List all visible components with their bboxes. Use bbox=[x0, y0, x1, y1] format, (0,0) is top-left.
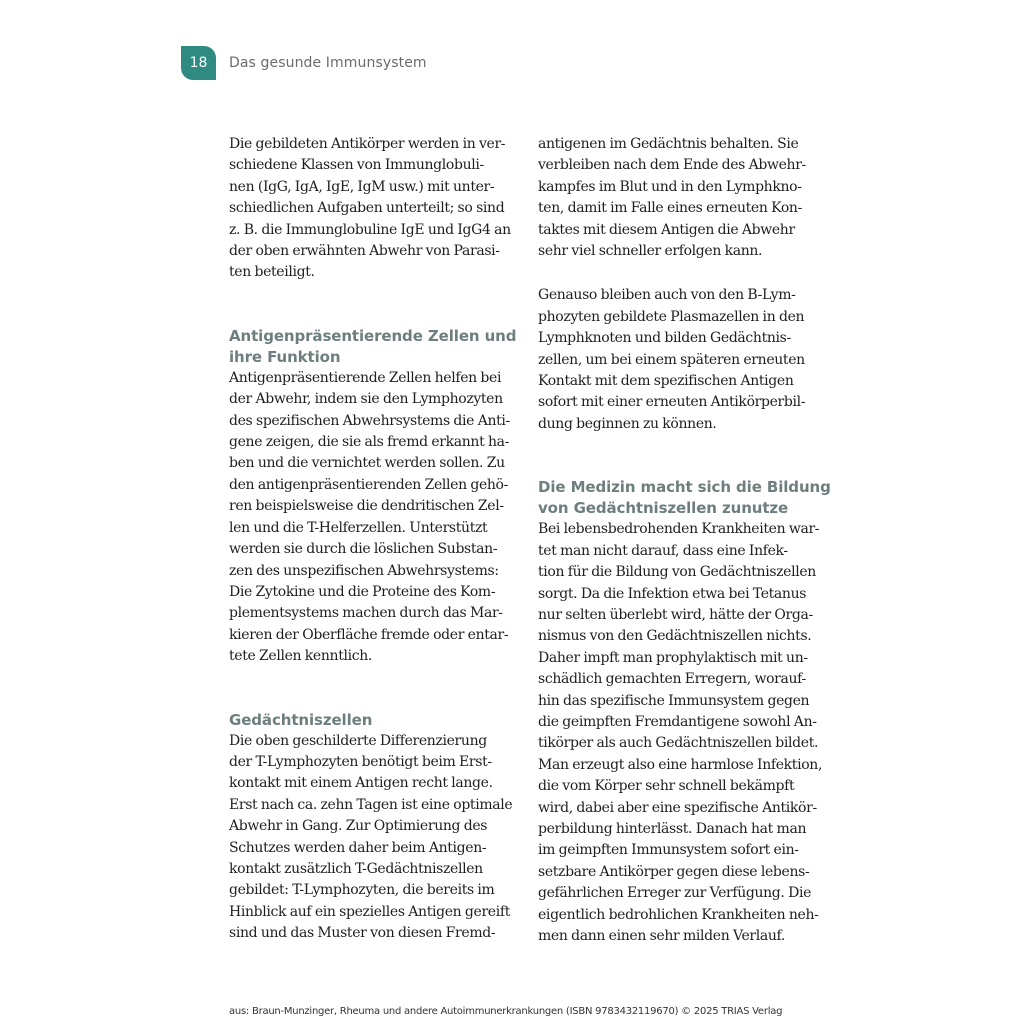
memory-cells-paragraph: Die oben geschilderte Differenzierung der T-Lymphozyten benötigt beim Erst- kontakt mit einem Antigen recht lange. Erst nach ca. zehn Tagen ist eine optimale Abwehr in Gang. Zur Optimierung des Schutzes werden daher beim Antigen- kontakt zusätzlich T-Gedächtniszellen gebildet: T-Lymphozyten, die bereits im Hinblick auf ein spezielles Antigen gereift sind und das Muster von diesen Fremd- bbox=[229, 732, 513, 942]
running-title: Das gesunde Immunsystem bbox=[229, 55, 427, 71]
plasma-cells-paragraph: Genauso bleiben auch von den B-Lym- phozyten gebildete Plasmazellen in den Lymphknoten und bilden Gedächtnis- zellen, um bei einem späteren erneuten Kontakt mit dem spezifischen Antigen sofort mit einer erneuten Antikörperbil- dung beginnen zu können. bbox=[538, 287, 806, 432]
section-heading-vaccination: Die Medizin macht sich die Bildung von Gedächtniszellen zunutze bbox=[538, 478, 831, 518]
vaccination-paragraph: Bei lebensbedrohenden Krankheiten war- tet man nicht darauf, dass eine Infek- tion für die Bildung von Gedächtniszellen sorgt. Da die Infektion etwa bei Tetanus nur selten überlebt wird, hätte der Orga- nismus von den Gedächtniszellen nichts. Daher impft man prophylaktisch mit un- schädlich gemachten Erregern, worauf- hin das spezifische Immunsystem gegen die geimpften Fremdantigene sowohl An- tikörper als auch Gedächtniszellen bildet. Man erzeugt also eine harmlose Infektion, die vom Körper sehr schnell bekämpft wird, dabei aber eine spezifische Antikör- perbildung hinterlässt. Danach hat man im geimpften Immunsystem sofort ein- setzbare Antikörper gegen diese lebens- gefährlichen Erreger zur Verfügung. Die eigentlich bedrohlichen Krankheiten neh- men dann einen sehr milden Verlauf. bbox=[538, 521, 823, 944]
antigen-presenting-cells-paragraph: Antigenpräsentierende Zellen helfen bei der Abwehr, indem sie den Lymphozyten des spezifischen Abwehrsystems die Anti- gene zeigen, die sie als fremd erkannt ha- ben und die vernichtet werden sollen. Zu den antigenpräsentierenden Zellen gehö- ren beispielsweise die dendritischen Zel- len und die T-Helferzellen. Unterstützt werden sie durch die löslichen Substan- zen des unspezifischen Abwehrsystems: Die Zytokine und die Proteine des Kom- plementsystems machen durch das Mar- kieren der Oberfläche fremde oder entar- tete Zellen kenntlich. bbox=[229, 369, 510, 665]
intro-paragraph: Die gebildeten Antikörper werden in ver- schiedene Klassen von Immunglobuli- nen (IgG, IgA, IgE, IgM usw.) mit unter- schiedlichen Aufgaben unterteilt; so sind z. B. die Immunglobuline IgE und IgG4 an der oben erwähnten Abwehr von Parasi- ten beteiligt. bbox=[229, 136, 511, 281]
section-heading-antigen-presenting-cells: Antigenpräsentierende Zellen und ihre Funktion bbox=[229, 326, 517, 366]
right-column bbox=[538, 134, 831, 947]
memory-cells-continuation-paragraph: antigenen im Gedächtnis behalten. Sie verbleiben nach dem Ende des Abwehr- kampfes im Blut und in den Lymphkno- ten, damit im Falle eines erneuten Kon- taktes mit diesem Antigen die Abwehr sehr viel schneller erfolgen kann. bbox=[538, 136, 806, 260]
section-heading-memory-cells: Gedächtniszellen bbox=[229, 710, 373, 729]
source-citation: aus: Braun-Munzinger, Rheuma und andere Autoimmunerkrankungen (ISBN 9783432119670) © 2025 TRIAS Verlag bbox=[229, 1006, 783, 1017]
page-number-badge: 18 bbox=[181, 46, 216, 80]
left-column bbox=[229, 134, 517, 945]
